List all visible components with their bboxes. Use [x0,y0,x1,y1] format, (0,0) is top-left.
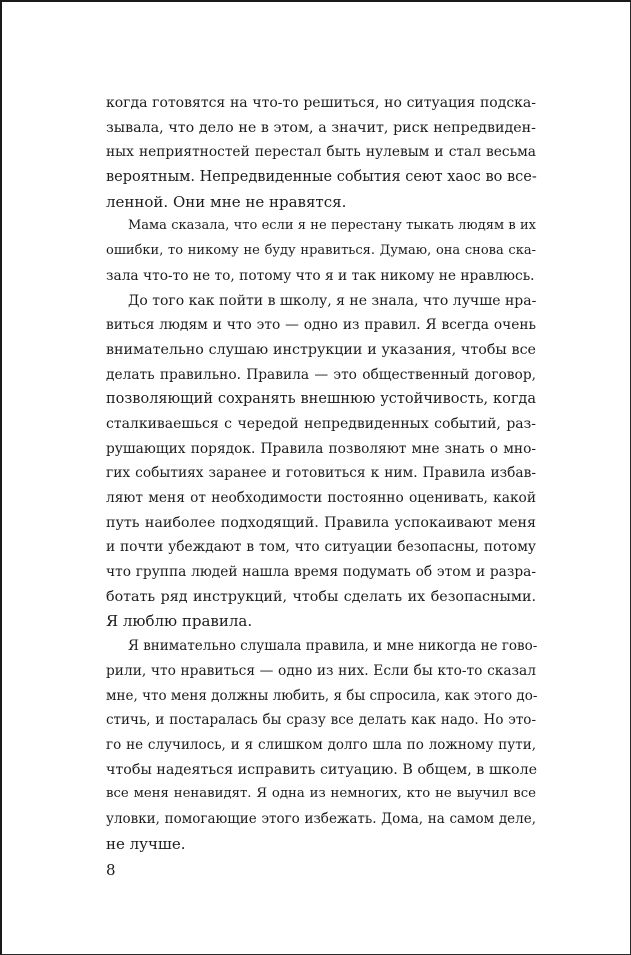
text-line: стичь, и постаралась бы сразу все делать как надо. Но это- [106,712,536,729]
text-line: все меня ненавидят. Я одна из немногих, кто не выучил все [106,786,536,802]
text-line: До того как пойти в школу, я не знала, что лучше нра- [128,292,537,309]
text-line: ботать ряд инструкций, чтобы сделать их безопасными. [106,588,536,605]
text-line: чтобы надеяться исправить ситуацию. В общем, в школе [106,761,538,778]
text-line: что группа людей нашла время подумать об этом и разра- [106,564,536,581]
text-line: не лучше. [106,834,186,853]
paragraph-1 [106,91,536,214]
paragraph-2 [106,214,536,288]
text-line: Мама сказала, что если я не перестану тыкать людям в их [128,218,536,234]
paragraph-4 [106,634,536,856]
text-line: мне, что меня должны любить, я бы спросила, как этого до- [106,687,538,704]
text-line: рушающих порядок. Правила позволяют мне знать о мно- [106,440,536,457]
text-line: внимательно слушаю инструкции и указания, чтобы все [106,341,536,358]
text-line: рили, что нравиться — одно из них. Если бы кто-то сказал [106,662,536,679]
body-text [106,91,536,856]
text-line: ляют меня от необходимости постоянно оценивать, какой [106,490,536,506]
text-line: зывала, что дело не в этом, а значит, риск непредвиден- [106,119,536,136]
text-line: сталкиваешься с чередой непредвиденных событий, раз- [106,415,536,432]
text-line: ных неприятностей перестал быть нулевым и стал весьма [106,144,536,161]
text-line: гих событиях заранее и готовиться к ним. Правила избав- [106,465,536,482]
text-line: когда готовятся на что-то решиться, но ситуация подска- [106,95,536,111]
text-line: Я внимательно слушала правила, и мне никогда не гово- [128,638,538,655]
text-line: ошибки, то никому не буду нравиться. Думаю, она снова ска- [106,243,536,259]
text-line: Я люблю правила. [106,612,253,631]
text-line: ленной. Они мне не нравятся. [106,192,347,211]
page-number: 8 [106,861,116,879]
text-line: уловки, помогающие этого избежать. Дома, на самом деле, [106,810,536,827]
text-line: и почти убеждают в том, что ситуации безопасны, потому [106,539,536,556]
text-line: делать правильно. Правила — это общественный договор, [106,366,536,383]
text-line: позволяющий сохранять внешнюю устойчивость, когда [106,391,536,408]
text-line: зала что-то не то, потому что я и так никому не нравлюсь. [106,267,535,284]
text-line: го не случилось, и я слишком долго шла по ложному пути, [106,736,536,753]
text-line: вероятным. Непредвиденные события сеют хаос во все- [106,169,537,186]
text-line: виться людям и что это — одно из правил. Я всегда очень [106,317,536,334]
text-line: путь наиболее подходящий. Правила успокаивают меня [106,514,536,531]
paragraph-3 [106,289,536,635]
